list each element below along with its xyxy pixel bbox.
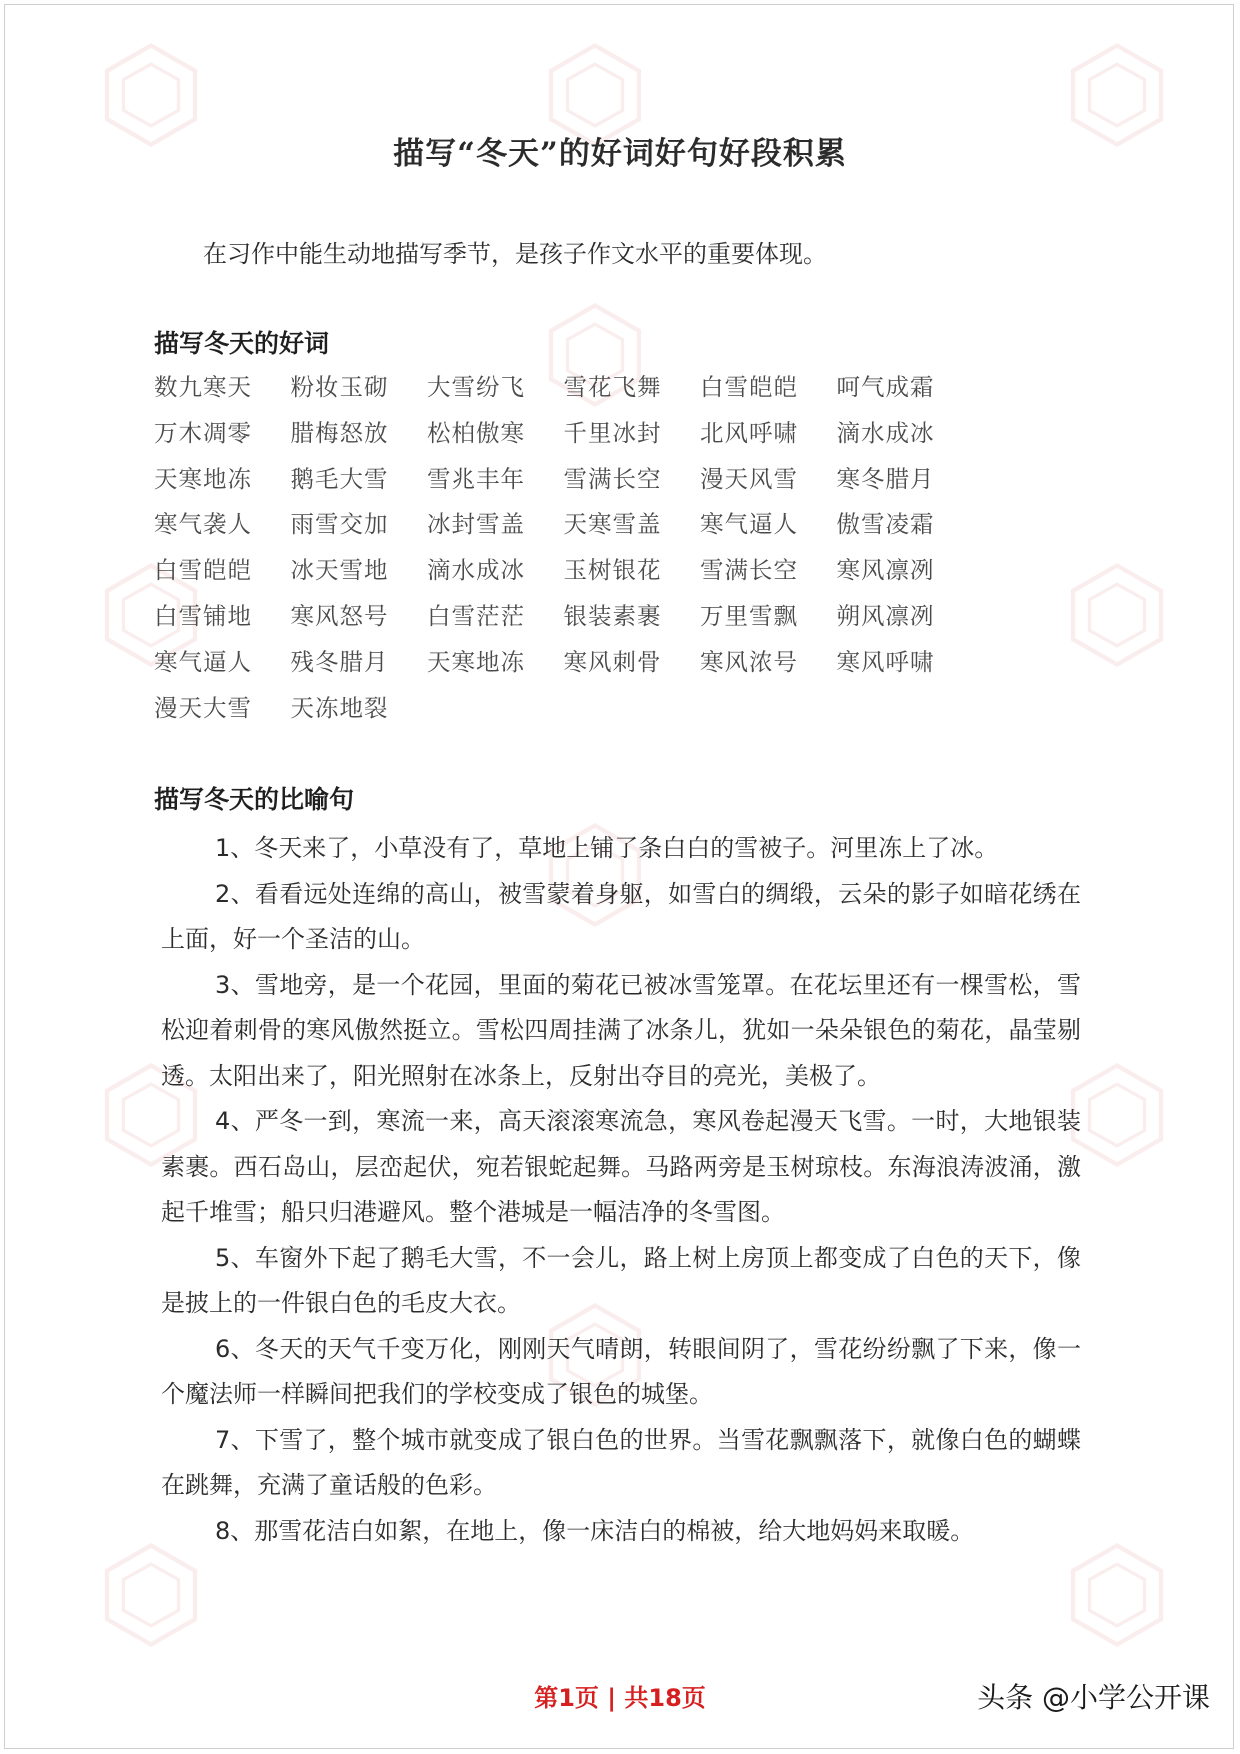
page-indicator: 第1页 | 共18页 [534, 1684, 706, 1712]
word-item: 大雪纷飞 [427, 373, 525, 401]
word-item: 白雪茫茫 [427, 601, 525, 630]
word-item: 寒气逼人 [154, 647, 252, 676]
sentences-section-heading: 描写冬天的比喻句 [154, 785, 355, 814]
word-item: 冰天雪地 [290, 556, 389, 585]
word-item: 天冻地裂 [290, 693, 389, 722]
word-item: 雪花飞舞 [563, 373, 662, 401]
intro-paragraph: 在习作中能生动地描写季节，是孩子作文水平的重要体现。 [203, 240, 827, 268]
watermark-hex-icon [96, 1540, 206, 1650]
sentence-item: 1、冬天来了，小草没有了，草地上铺了条白白的雪被子。河里冻上了冰。 [215, 834, 999, 862]
word-item: 雨雪交加 [290, 510, 389, 539]
words-grid [154, 372, 974, 738]
word-item: 呵气成霜 [836, 373, 935, 401]
word-item: 寒冬腊月 [836, 464, 935, 493]
word-item: 鹅毛大雪 [290, 464, 389, 493]
word-item: 傲雪凌霜 [836, 510, 935, 539]
word-item: 滴水成冰 [427, 556, 525, 585]
word-item: 北风呼啸 [700, 418, 798, 447]
word-item: 寒风凛冽 [836, 556, 935, 585]
word-item: 玉树银花 [563, 556, 662, 585]
sentence-item: 5、车窗外下起了鹅毛大雪，不一会儿，路上树上房顶上都变成了白色的天下，像是披上的一件银白色的毛皮大衣。 [161, 1243, 1081, 1317]
sentence-item: 7、下雪了，整个城市就变成了银白色的世界。当雪花飘飘落下，就像白色的蝴蝶在跳舞，充满了童话般的色彩。 [161, 1425, 1081, 1499]
word-item: 粉妆玉砌 [290, 373, 389, 401]
word-item: 寒风刺骨 [563, 647, 662, 676]
word-item: 松柏傲寒 [427, 418, 525, 447]
word-item: 万里雪飘 [700, 601, 798, 630]
word-item: 朔风凛冽 [836, 601, 935, 630]
word-item: 天寒地冻 [427, 647, 525, 676]
word-item: 白雪皑皑 [154, 556, 252, 585]
word-item: 白雪皑皑 [700, 373, 798, 401]
page-title: 描写“冬天”的好词好句好段积累 [393, 136, 847, 172]
word-item: 漫天风雪 [700, 464, 798, 493]
word-item: 雪兆丰年 [427, 464, 525, 493]
word-item: 万木凋零 [154, 418, 252, 447]
word-item: 滴水成冰 [836, 418, 935, 447]
word-item: 数九寒天 [154, 373, 252, 401]
word-item: 雪满长空 [563, 464, 662, 493]
word-item: 寒气袭人 [154, 510, 252, 539]
word-item: 寒风怒号 [290, 601, 389, 630]
sentence-item: 8、那雪花洁白如絮，在地上，像一床洁白的棉被，给大地妈妈来取暖。 [215, 1516, 975, 1545]
sentence-item: 3、雪地旁，是一个花园，里面的菊花已被冰雪笼罩。在花坛里还有一棵雪松，雪松迎着刺骨的寒风傲然挺立。雪松四周挂满了冰条儿，犹如一朵朵银色的菊花，晶莹剔透。太阳出来了，阳光照射在冰条上，反射出夺目的亮光，美极了。 [161, 970, 1081, 1090]
word-item: 寒风浓号 [700, 647, 798, 676]
word-item: 天寒雪盖 [563, 510, 662, 539]
word-item: 冰封雪盖 [427, 510, 525, 539]
word-item: 腊梅怒放 [290, 418, 389, 447]
word-item: 天寒地冻 [154, 464, 252, 493]
word-item: 白雪铺地 [154, 601, 252, 630]
watermark-hex-icon [1062, 1540, 1172, 1650]
word-item: 寒风呼啸 [836, 647, 935, 676]
word-item: 雪满长空 [700, 556, 798, 585]
sentence-item: 4、严冬一到，寒流一来，高天滚滚寒流急，寒风卷起漫天飞雪。一时，大地银装素裹。西石岛山，层峦起伏，宛若银蛇起舞。马路两旁是玉树琼枝。东海浪涛波涌，激起千堆雪；船只归港避风。整个港城是一幅洁净的冬雪图。 [161, 1107, 1081, 1226]
brand-watermark: 头条 @小学公开课 [977, 1681, 1210, 1714]
word-item: 千里冰封 [563, 418, 662, 447]
words-section-heading: 描写冬天的好词 [154, 329, 330, 358]
word-item: 残冬腊月 [290, 647, 389, 676]
sentences-list [161, 826, 1081, 1554]
word-item: 漫天大雪 [154, 693, 252, 722]
sentence-item: 6、冬天的天气千变万化，刚刚天气晴朗，转眼间阴了，雪花纷纷飘了下来，像一个魔法师一样瞬间把我们的学校变成了银色的城堡。 [161, 1334, 1081, 1408]
watermark-hex-icon [1062, 560, 1172, 670]
sentence-item: 2、看看远处连绵的高山，被雪蒙着身躯，如雪白的绸缎，云朵的影子如暗花绣在上面，好一个圣洁的山。 [161, 879, 1081, 953]
word-item: 银装素裹 [563, 601, 662, 630]
word-item: 寒气逼人 [700, 510, 798, 539]
